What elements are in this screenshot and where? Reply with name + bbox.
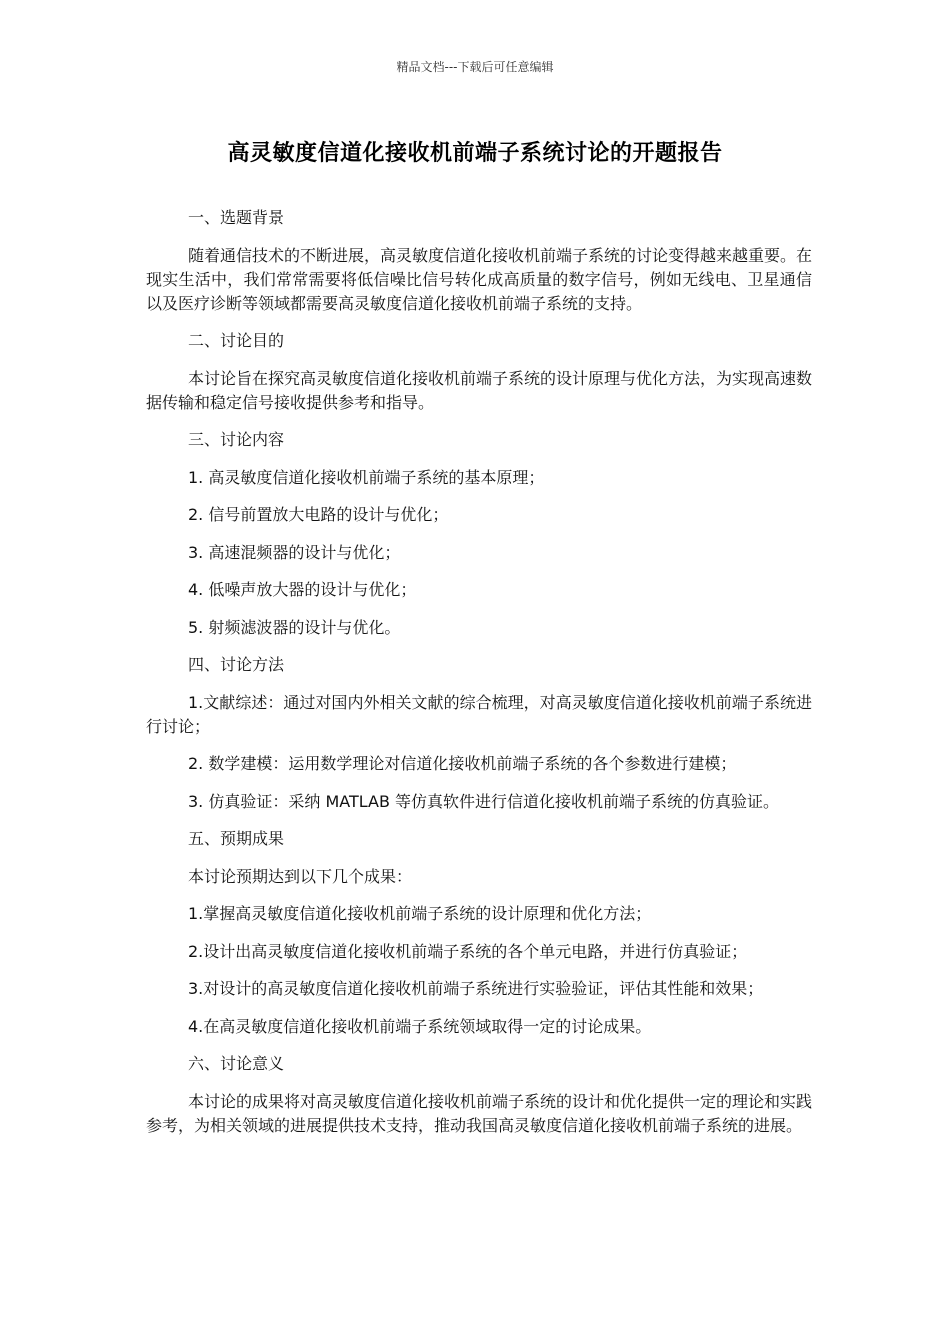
paragraph-results-intro: 本讨论预期达到以下几个成果：: [188, 866, 413, 886]
section-heading-background: 一、选题背景: [188, 208, 285, 227]
document-title: 高灵敏度信道化接收机前端子系统讨论的开题报告: [227, 141, 723, 166]
list-item: 3. 仿真验证：采纳 MATLAB 等仿真软件进行信道化接收机前端子系统的仿真验证。: [188, 791, 780, 811]
list-item: 2. 数学建模：运用数学理论对信道化接收机前端子系统的各个参数进行建模；: [188, 754, 737, 773]
page-header: 精品文档---下载后可任意编辑: [396, 60, 554, 74]
list-item: 1.掌握高灵敏度信道化接收机前端子系统的设计原理和优化方法；: [188, 904, 652, 923]
list-item: 3. 高速混频器的设计与优化；: [188, 542, 401, 562]
list-item: 1.文献综述：通过对国内外相关文献的综合梳理，对高灵敏度信道化接收机前端子系统进行讨论；: [146, 692, 812, 736]
list-item: 5. 射频滤波器的设计与优化。: [188, 617, 401, 637]
section-heading-significance: 六、讨论意义: [188, 1054, 285, 1073]
list-item: 1. 高灵敏度信道化接收机前端子系统的基本原理；: [188, 467, 545, 487]
paragraph-background: 随着通信技术的不断进展，高灵敏度信道化接收机前端子系统的讨论变得越来越重要。在现实生活中，我们常常需要将低信噪比信号转化成高质量的数字信号，例如无线电、卫星通信以及医疗诊断等领域都需要高灵敏度信道化接收机前端子系统的支持。: [146, 245, 813, 313]
list-item: 3.对设计的高灵敏度信道化接收机前端子系统进行实验验证，评估其性能和效果；: [188, 979, 764, 998]
list-item: 2. 信号前置放大电路的设计与优化；: [188, 505, 449, 524]
paragraph-purpose: 本讨论旨在探究高灵敏度信道化接收机前端子系统的设计原理与优化方法，为实现高速数据传输和稳定信号接收提供参考和指导。: [146, 368, 813, 412]
list-item: 2.设计出高灵敏度信道化接收机前端子系统的各个单元电路，并进行仿真验证；: [188, 941, 748, 961]
list-item: 4.在高灵敏度信道化接收机前端子系统领域取得一定的讨论成果。: [188, 1016, 652, 1036]
section-heading-purpose: 二、讨论目的: [188, 331, 285, 350]
section-heading-results: 五、预期成果: [188, 829, 285, 848]
paragraph-significance: 本讨论的成果将对高灵敏度信道化接收机前端子系统的设计和优化提供一定的理论和实践参考，为相关领域的进展提供技术支持，推动我国高灵敏度信道化接收机前端子系统的进展。: [146, 1091, 813, 1135]
section-heading-method: 四、讨论方法: [188, 655, 285, 674]
document-body: [146, 206, 812, 1151]
section-heading-content: 三、讨论内容: [188, 430, 285, 449]
list-item: 4. 低噪声放大器的设计与优化；: [188, 580, 417, 599]
